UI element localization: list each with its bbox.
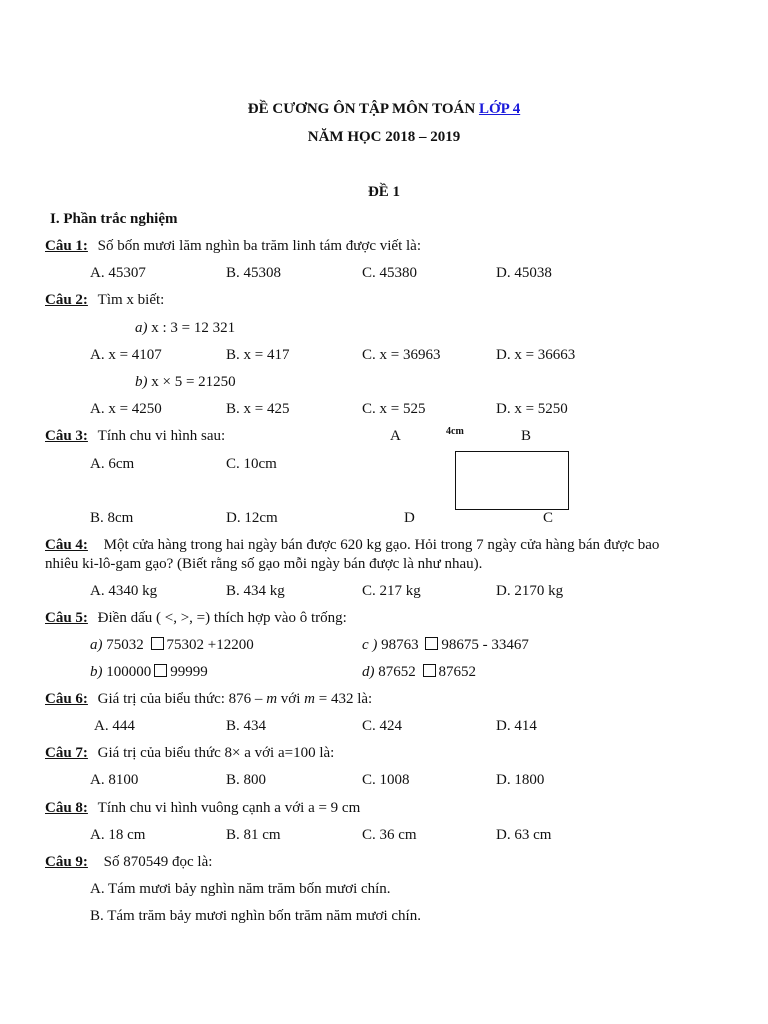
right-value: 98675 - 33467	[441, 637, 529, 653]
part-prefix: b)	[90, 664, 103, 680]
part-prefix: a)	[90, 637, 103, 653]
question-6	[45, 691, 372, 708]
left-value: 100000	[106, 664, 152, 680]
right-value: 75302 +12200	[166, 637, 254, 653]
question-label: Câu 3:	[45, 428, 88, 444]
q5-part-d	[362, 664, 476, 681]
question-4-continued: nhiêu ki-lô-gam gạo? (Biết rằng số gạo mỗi ngày bán được là như nhau).	[45, 556, 483, 572]
q2a-option-c: C. x = 36963	[362, 347, 441, 363]
q1-option-a: A. 45307	[90, 265, 146, 281]
q9-option-b: B. Tám trăm bảy mươi nghìn bốn trăm năm mươi chín.	[90, 908, 421, 924]
vertex-label-a: A	[390, 428, 401, 444]
variable-m: m	[304, 691, 315, 707]
answer-box[interactable]	[425, 637, 438, 650]
left-value: 87652	[378, 664, 416, 680]
question-3	[45, 428, 225, 445]
document-title	[0, 101, 768, 118]
q2b-option-d: D. x = 5250	[496, 401, 568, 417]
q4-option-b: B. 434 kg	[226, 583, 285, 599]
right-value: 99999	[170, 664, 208, 680]
q5-part-a	[90, 637, 254, 654]
q4-option-c: C. 217 kg	[362, 583, 421, 599]
question-label: Câu 2:	[45, 292, 88, 308]
part-prefix: a)	[135, 320, 148, 336]
question-4	[45, 537, 659, 554]
school-year: NĂM HỌC 2018 – 2019	[307, 129, 461, 145]
title-main: ĐỀ CƯƠNG ÔN TẬP MÔN TOÁN	[247, 101, 476, 117]
question-label: Câu 9:	[45, 854, 88, 870]
q6-option-c: C. 424	[362, 718, 403, 734]
q1-option-d: D. 45038	[496, 265, 552, 281]
part-expression: x × 5 = 21250	[151, 374, 236, 390]
q2a-option-b: B. x = 417	[226, 347, 290, 363]
q2-part-a	[135, 320, 235, 337]
q2b-option-c: C. x = 525	[362, 401, 426, 417]
q1-option-c: C. 45380	[362, 265, 418, 281]
q7-option-c: C. 1008	[362, 772, 410, 788]
part-prefix: c )	[362, 637, 378, 653]
q7-option-d: D. 1800	[496, 772, 545, 788]
part-prefix: b)	[135, 374, 148, 390]
q2a-option-d: D. x = 36663	[496, 347, 576, 363]
text-part: Giá trị của biểu thức: 876 –	[97, 691, 267, 707]
right-value: 87652	[438, 664, 476, 680]
vertex-label-d: D	[404, 510, 415, 526]
q4-option-a: A. 4340 kg	[90, 583, 158, 599]
q8-option-c: C. 36 cm	[362, 827, 417, 843]
vertex-label-c: C	[543, 510, 554, 526]
left-value: 98763	[381, 637, 419, 653]
question-label: Câu 8:	[45, 800, 88, 816]
answer-box[interactable]	[151, 637, 164, 650]
question-text: Tính chu vi hình sau:	[97, 428, 226, 444]
vertex-label-b: B	[521, 428, 532, 444]
left-value: 75032	[106, 637, 144, 653]
question-text: Điền dấu ( <, >, =) thích hợp vào ô trống:	[97, 610, 347, 626]
grade-link[interactable]: LỚP 4	[478, 101, 521, 117]
q2-part-b	[135, 374, 236, 391]
question-2	[45, 292, 164, 309]
q2b-option-a: A. x = 4250	[90, 401, 162, 417]
question-7	[45, 745, 334, 762]
question-label: Câu 5:	[45, 610, 88, 626]
q7-option-b: B. 800	[226, 772, 267, 788]
q3-option-b: B. 8cm	[90, 510, 134, 526]
question-8	[45, 800, 360, 817]
part-expression: x : 3 = 12 321	[151, 320, 236, 336]
text-part: với	[277, 691, 305, 707]
q3-option-c: C. 10cm	[226, 456, 277, 472]
question-text	[98, 691, 373, 707]
text-part: = 432 là:	[314, 691, 373, 707]
question-label: Câu 6:	[45, 691, 88, 707]
rectangle-figure	[455, 451, 569, 510]
q2b-option-b: B. x = 425	[226, 401, 290, 417]
q6-option-a: A. 444	[94, 718, 135, 734]
answer-box[interactable]	[423, 664, 436, 677]
question-label: Câu 7:	[45, 745, 88, 761]
q3-option-d: D. 12cm	[226, 510, 278, 526]
q5-part-b	[90, 664, 208, 681]
exam-title: ĐỀ 1	[367, 184, 401, 200]
answer-box[interactable]	[154, 664, 167, 677]
section-heading: I. Phần trắc nghiệm	[50, 211, 178, 227]
question-text: Giá trị của biểu thức 8× a với a=100 là:	[97, 745, 335, 761]
q2a-option-a: A. x = 4107	[90, 347, 162, 363]
q8-option-a: A. 18 cm	[90, 827, 146, 843]
q9-option-a: A. Tám mươi bảy nghìn năm trăm bốn mươi chín.	[90, 881, 391, 897]
q6-option-b: B. 434	[226, 718, 267, 734]
question-text: Tìm x biết:	[97, 292, 165, 308]
q4-option-d: D. 2170 kg	[496, 583, 564, 599]
question-1	[45, 238, 421, 255]
question-label: Câu 4:	[45, 537, 88, 553]
q6-option-d: D. 414	[496, 718, 537, 734]
question-text: Tính chu vi hình vuông cạnh a với a = 9 cm	[97, 800, 361, 816]
question-5	[45, 610, 347, 627]
question-text: Một cửa hàng trong hai ngày bán được 620 kg gạo. Hỏi trong 7 ngày cửa hàng bán được bao	[103, 537, 660, 553]
q5-part-c	[362, 637, 529, 654]
variable-m: m	[266, 691, 278, 707]
question-label: Câu 1:	[45, 238, 88, 254]
q8-option-d: D. 63 cm	[496, 827, 552, 843]
q8-option-b: B. 81 cm	[226, 827, 281, 843]
question-text: Số 870549 đọc là:	[103, 854, 213, 870]
q3-option-a: A. 6cm	[90, 456, 135, 472]
question-text: Số bốn mươi lăm nghìn ba trăm linh tám được viết là:	[97, 238, 421, 254]
part-prefix: d)	[362, 664, 375, 680]
q7-option-a: A. 8100	[90, 772, 139, 788]
question-9	[45, 854, 212, 871]
side-length-label: 4cm	[446, 426, 464, 437]
q1-option-b: B. 45308	[226, 265, 282, 281]
